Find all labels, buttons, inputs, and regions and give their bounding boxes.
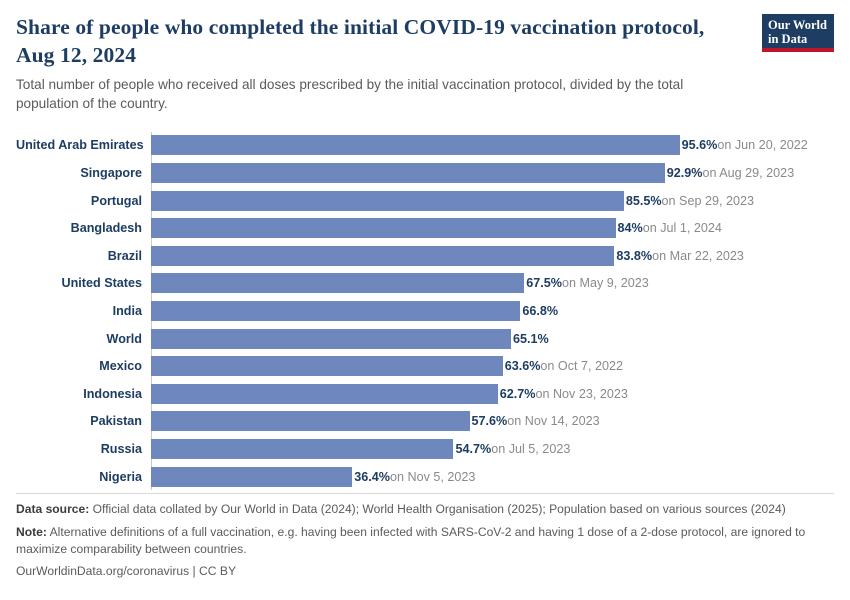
bar-row[interactable] bbox=[16, 463, 834, 491]
bar-value-percent: 36.4% bbox=[354, 469, 390, 484]
bar-value-label bbox=[472, 414, 600, 428]
bar-row-label: Singapore bbox=[80, 166, 142, 181]
bar-value-label bbox=[500, 387, 628, 401]
owid-logo-line2: in Data bbox=[768, 32, 808, 46]
bar bbox=[151, 411, 470, 431]
bar-track bbox=[151, 352, 834, 380]
bar-row[interactable] bbox=[16, 187, 834, 215]
bar-track bbox=[151, 214, 834, 242]
bar-value-annotation: on Jul 5, 2023 bbox=[491, 441, 571, 456]
bar-row-label: Nigeria bbox=[99, 469, 142, 484]
data-source bbox=[16, 501, 834, 518]
bar bbox=[151, 191, 624, 211]
bar bbox=[151, 329, 511, 349]
bar-track bbox=[151, 297, 834, 325]
bar-track bbox=[151, 132, 834, 160]
bar-value-percent: 66.8% bbox=[522, 303, 559, 318]
bar-value-label bbox=[455, 442, 570, 456]
chart-note bbox=[16, 524, 834, 557]
bar-track bbox=[151, 187, 834, 215]
bar-value-label bbox=[667, 166, 794, 180]
bar-value-annotation: on Nov 14, 2023 bbox=[507, 414, 600, 429]
bar-row[interactable] bbox=[16, 270, 834, 298]
bar-chart bbox=[16, 132, 834, 491]
bar-value-percent: 95.6% bbox=[681, 138, 718, 153]
bar-row-label: Portugal bbox=[90, 193, 142, 208]
bar-row-label: Pakistan bbox=[90, 414, 142, 429]
owid-logo-line1: Our World bbox=[768, 18, 827, 32]
bar bbox=[151, 135, 680, 155]
bar-value-annotation: on Oct 7, 2022 bbox=[540, 359, 624, 374]
bar-value-label bbox=[618, 221, 722, 235]
bar-row-label: United Arab Emirates bbox=[16, 138, 144, 153]
bar-value-annotation: on Aug 29, 2023 bbox=[702, 166, 795, 181]
bar-value-percent: 54.7% bbox=[455, 441, 492, 456]
bar bbox=[151, 439, 453, 459]
bar-track bbox=[151, 380, 834, 408]
bar-value-percent: 85.5% bbox=[625, 193, 662, 208]
data-source-label: Data source: bbox=[16, 502, 90, 517]
bar-value-percent: 83.8% bbox=[616, 248, 653, 263]
bar bbox=[151, 246, 614, 266]
bar-track bbox=[151, 270, 834, 298]
bar-track bbox=[151, 325, 834, 353]
bar-track bbox=[151, 435, 834, 463]
bar-row[interactable] bbox=[16, 435, 834, 463]
bar-row[interactable] bbox=[16, 132, 834, 160]
bar-row-label: Brazil bbox=[107, 248, 142, 263]
bar-value-percent: 57.6% bbox=[471, 414, 508, 429]
bar-row[interactable] bbox=[16, 242, 834, 270]
data-source-text: Official data collated by Our World in Data (2024); World Health Organisation (2025); Population based on various sources (2024) bbox=[92, 502, 786, 517]
bar-value-label bbox=[522, 304, 558, 318]
bar-row[interactable] bbox=[16, 159, 834, 187]
chart-footer bbox=[16, 493, 834, 586]
page-title: Share of people who completed the initial COVID-19 vaccination protocol, Aug 12, 2024 bbox=[16, 15, 705, 67]
owid-logo[interactable] bbox=[762, 14, 834, 52]
bar-track bbox=[151, 159, 834, 187]
bar-row-label: Bangladesh bbox=[70, 221, 142, 236]
bar-value-percent: 84% bbox=[617, 221, 643, 236]
bar-value-annotation: on May 9, 2023 bbox=[561, 276, 649, 291]
bar-value-annotation: on Jun 20, 2022 bbox=[717, 138, 808, 153]
footer-divider bbox=[16, 493, 834, 494]
bar-value-percent: 65.1% bbox=[513, 331, 549, 346]
bar-value-annotation: on Nov 23, 2023 bbox=[535, 386, 628, 401]
bar-value-percent: 63.6% bbox=[504, 359, 541, 374]
bar-value-percent: 62.7% bbox=[499, 386, 536, 401]
bar-track bbox=[151, 408, 834, 436]
bar-row-label: India bbox=[112, 303, 142, 318]
bar-value-label bbox=[616, 249, 743, 263]
bar-value-label bbox=[354, 470, 475, 484]
bar bbox=[151, 467, 352, 487]
chart-note-label: Note: bbox=[16, 524, 47, 539]
bar bbox=[151, 301, 520, 321]
bar bbox=[151, 218, 616, 238]
bar bbox=[151, 356, 503, 376]
bar-row[interactable] bbox=[16, 408, 834, 436]
bar-row[interactable] bbox=[16, 380, 834, 408]
bar-value-annotation: on Sep 29, 2023 bbox=[661, 193, 754, 208]
bar-row-label: Mexico bbox=[99, 359, 142, 374]
bar-value-label bbox=[505, 359, 623, 373]
bar-row[interactable] bbox=[16, 214, 834, 242]
bar bbox=[151, 163, 665, 183]
bar-value-percent: 67.5% bbox=[526, 276, 562, 291]
chart-subtitle: Total number of people who received all doses prescribed by the initial vaccination protocol, divided by the total population of the country. bbox=[16, 77, 684, 112]
bar-row-label: Indonesia bbox=[83, 386, 142, 401]
bar-track bbox=[151, 242, 834, 270]
bar-row[interactable] bbox=[16, 325, 834, 353]
chart-note-text: Alternative definitions of a full vaccination, e.g. having been infected with SARS-CoV-2 and having 1 dose of a 2-dose protocol, are ignored to maximize comparability between countries. bbox=[16, 524, 806, 556]
bar-value-annotation: on Mar 22, 2023 bbox=[652, 248, 744, 263]
bar bbox=[151, 384, 498, 404]
chart-credit[interactable]: OurWorldinData.org/coronavirus | CC BY bbox=[16, 564, 237, 579]
bar-value-annotation: on Nov 5, 2023 bbox=[390, 469, 476, 484]
bar-row-label: United States bbox=[61, 276, 142, 291]
bar-value-annotation: on Jul 1, 2024 bbox=[642, 221, 722, 236]
bar-value-label bbox=[626, 194, 754, 208]
bar-row[interactable] bbox=[16, 352, 834, 380]
bar-value-label bbox=[526, 276, 649, 290]
bar-value-percent: 92.9% bbox=[666, 166, 703, 181]
bar-row[interactable] bbox=[16, 297, 834, 325]
bar-row-label: Russia bbox=[100, 441, 142, 456]
bar bbox=[151, 273, 524, 293]
bar-track bbox=[151, 463, 834, 491]
bar-value-label bbox=[513, 332, 549, 346]
bar-row-label: World bbox=[106, 331, 142, 346]
bar-value-label bbox=[682, 138, 808, 152]
chart-header bbox=[16, 14, 834, 114]
